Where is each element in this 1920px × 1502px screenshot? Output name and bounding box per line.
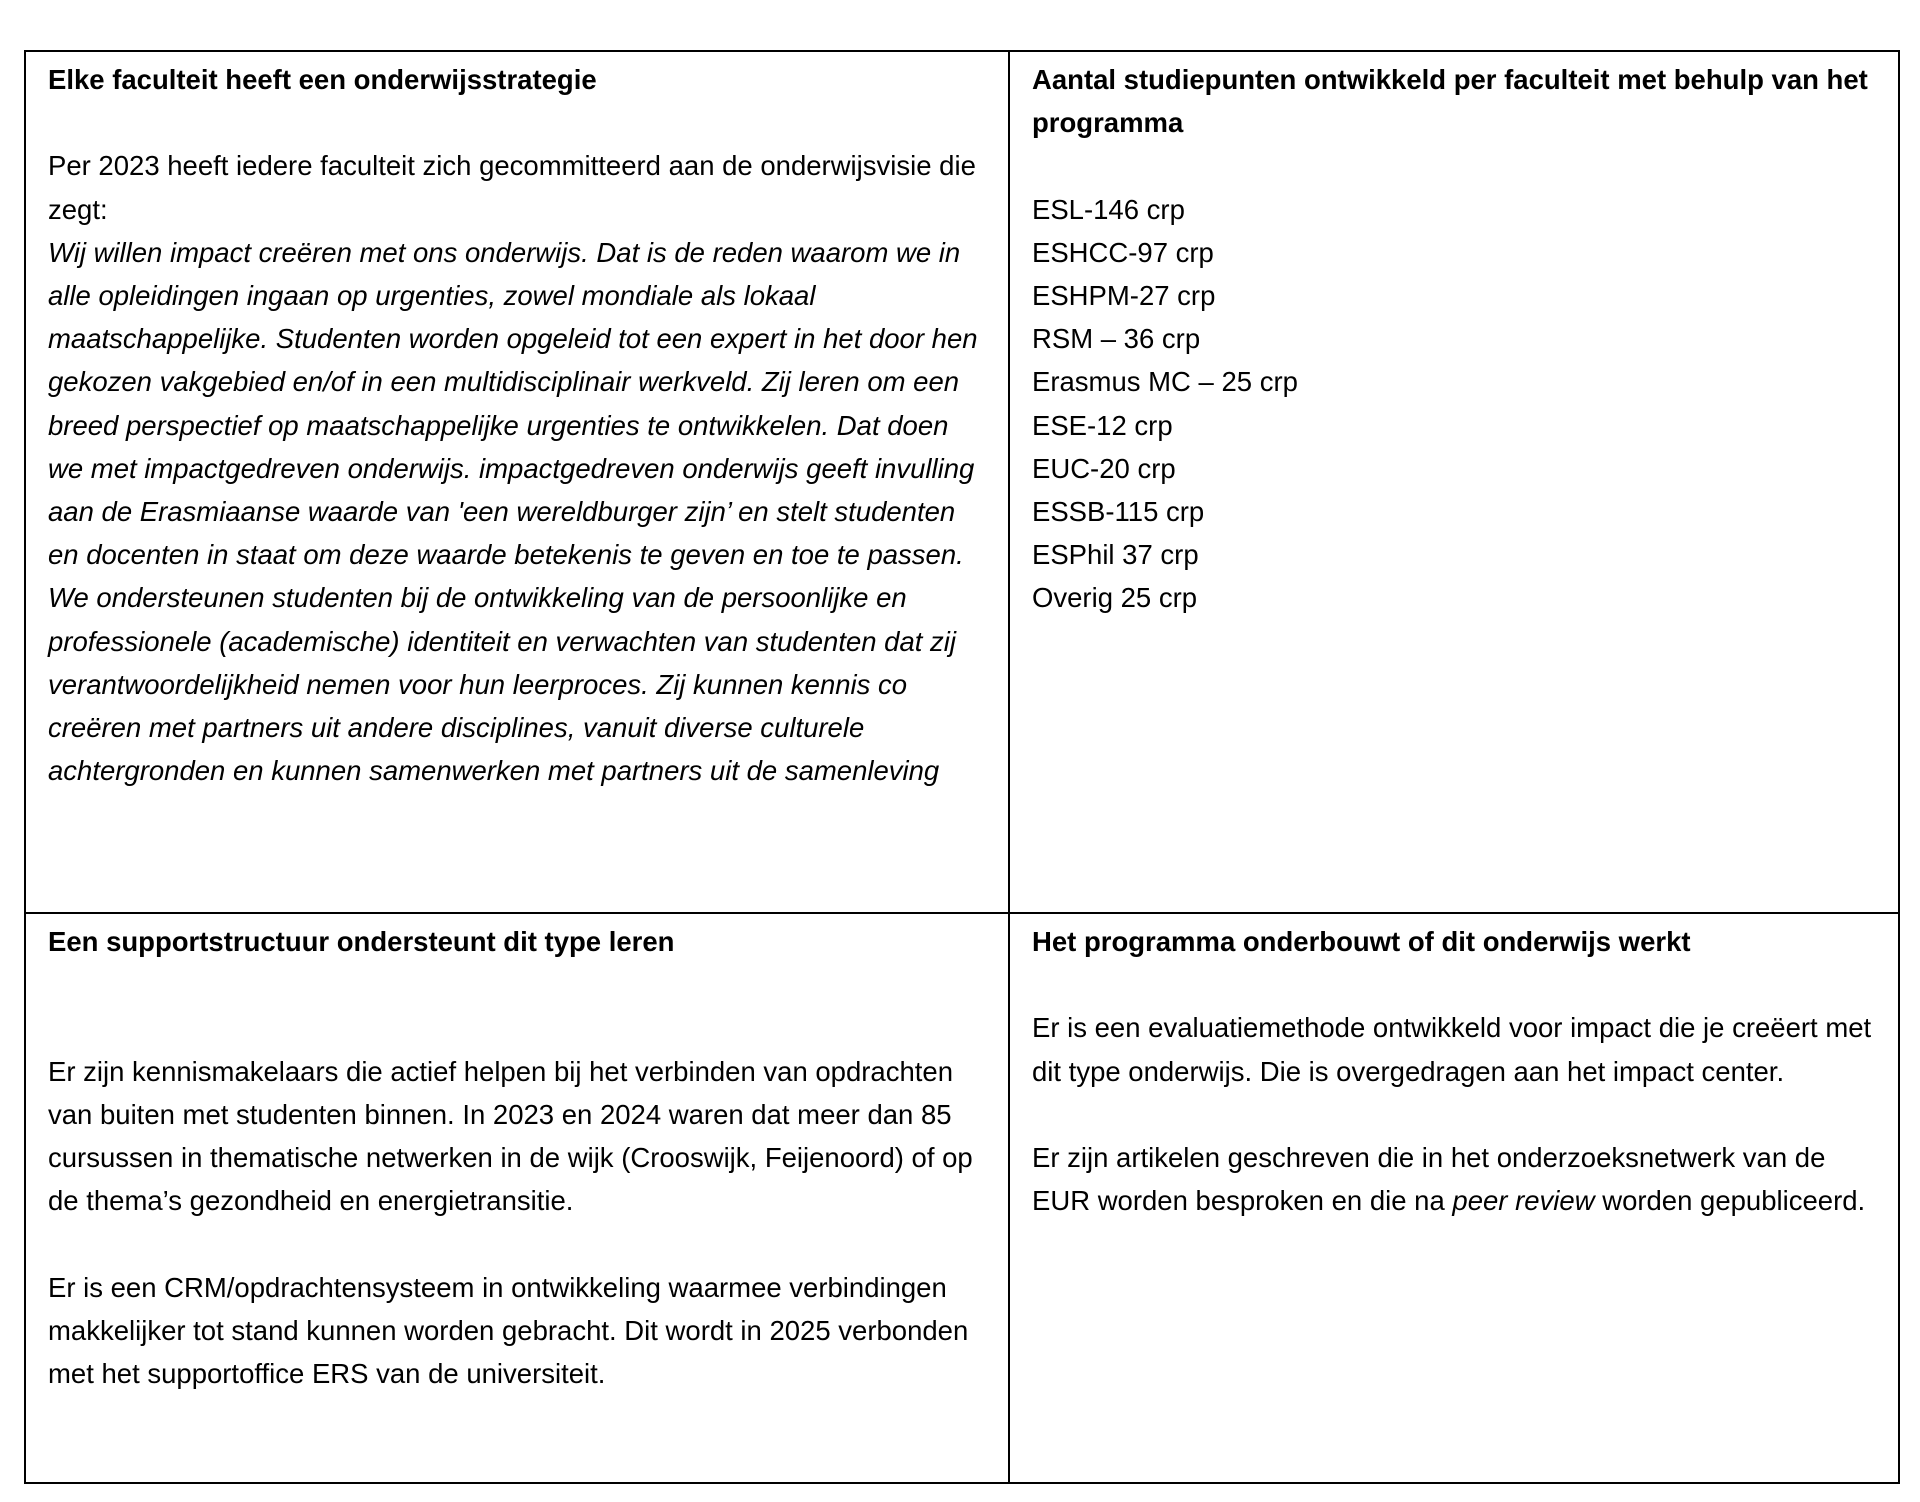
credits-list	[1032, 188, 1878, 620]
cell-heading: Een supportstructuur ondersteunt dit type leren	[48, 926, 675, 957]
cell-heading: Het programma onderbouwt of dit onderwijs werkt	[1032, 926, 1691, 957]
spacer	[1032, 1093, 1878, 1136]
cell-heading: Elke faculteit heeft een onderwijsstrategie	[48, 64, 597, 95]
strategy-table	[24, 50, 1900, 1484]
cell-study-credits	[1009, 51, 1899, 913]
intro-text: Per 2023 heeft iedere faculteit zich gecommitteerd aan de onderwijsvisie die zegt:	[48, 150, 976, 225]
list-item: ESE-12 crp	[1032, 409, 1173, 441]
cell-program-evidence	[1009, 913, 1899, 1483]
evidence-text-after: worden gepubliceerd.	[1594, 1185, 1866, 1217]
evidence-text-before: Er zijn artikelen geschreven die in het onderzoeksnetwerk van de EUR worden besproken en die na	[1032, 1141, 1826, 1217]
list-item: ESHCC-97 crp	[1032, 236, 1214, 268]
list-item: ESL-146 crp	[1032, 193, 1185, 225]
spacer	[48, 1222, 988, 1265]
vision-quote: Wij willen impact creëren met ons onderwijs. Dat is de reden waarom we in alle opleidingen ingaan op urgenties, zowel mondiale als lokaal maatschappelijke. Studenten worden opgeleid tot een expert in het door hen gekozen vakgebied en/of in een multidisciplinair werkveld. Zij leren om een breed perspectief op maatschappelijke urgenties te ontwikkelen. Dat doen we met impactgedreven onderwijs. impactgedreven onderwijs geeft invulling aan de Erasmiaanse waarde van 'een wereldburger zijn’ en stelt studenten en docenten in staat om deze waarde betekenis te geven en toe te passen. We ondersteunen studenten bij de ontwikkeling van de persoonlijke en professionele (academische) identiteit en verwachten van studenten dat zij verantwoordelijkheid nemen voor hun leerproces. Zij kunnen kennis co creëren met partners uit andere disciplines, vanuit diverse culturele achtergronden en kunnen samenwerken met partners uit de samenleving	[48, 236, 978, 787]
cell-support-structure	[25, 913, 1009, 1483]
spacer	[48, 101, 988, 144]
cell-heading: Aantal studiepunten ontwikkeld per faculteit met behulp van het programma	[1032, 64, 1868, 139]
list-item: RSM – 36 crp	[1032, 323, 1201, 355]
table-row	[25, 51, 1899, 913]
evidence-paragraph-2	[1032, 1136, 1878, 1222]
list-item: Erasmus MC – 25 crp	[1032, 366, 1298, 398]
list-item: ESSB-115 crp	[1032, 496, 1205, 528]
list-item: ESHPM-27 crp	[1032, 280, 1216, 311]
cell-education-strategy	[25, 51, 1009, 913]
spacer	[48, 1006, 988, 1049]
support-paragraph-1: Er zijn kennismakelaars die actief helpen bij het verbinden van opdrachten van buiten met studenten binnen. In 2023 en 2024 waren dat meer dan 85 cursussen in thematische netwerken in de wijk (Crooswijk, Feijenoord) of op de thema’s gezondheid en energietransitie.	[48, 1055, 973, 1217]
list-item: ESPhil 37 crp	[1032, 539, 1199, 571]
peer-review-term: peer review	[1452, 1185, 1595, 1217]
evidence-paragraph-1: Er is een evaluatiemethode ontwikkeld voor impact die je creëert met dit type onderwijs. Die is overgedragen aan het impact center.	[1032, 1012, 1872, 1087]
spacer	[1032, 144, 1878, 187]
table-row	[25, 913, 1899, 1483]
list-item: Overig 25 crp	[1032, 582, 1198, 614]
support-paragraph-2: Er is een CRM/opdrachtensysteem in ontwikkeling waarmee verbindingen makkelijker tot stand kunnen worden gebracht. Dit wordt in 2025 verbonden met het supportoffice ERS van de universiteit.	[48, 1271, 969, 1389]
list-item: EUC-20 crp	[1032, 452, 1176, 484]
spacer	[1032, 963, 1878, 1006]
spacer	[48, 963, 988, 1006]
